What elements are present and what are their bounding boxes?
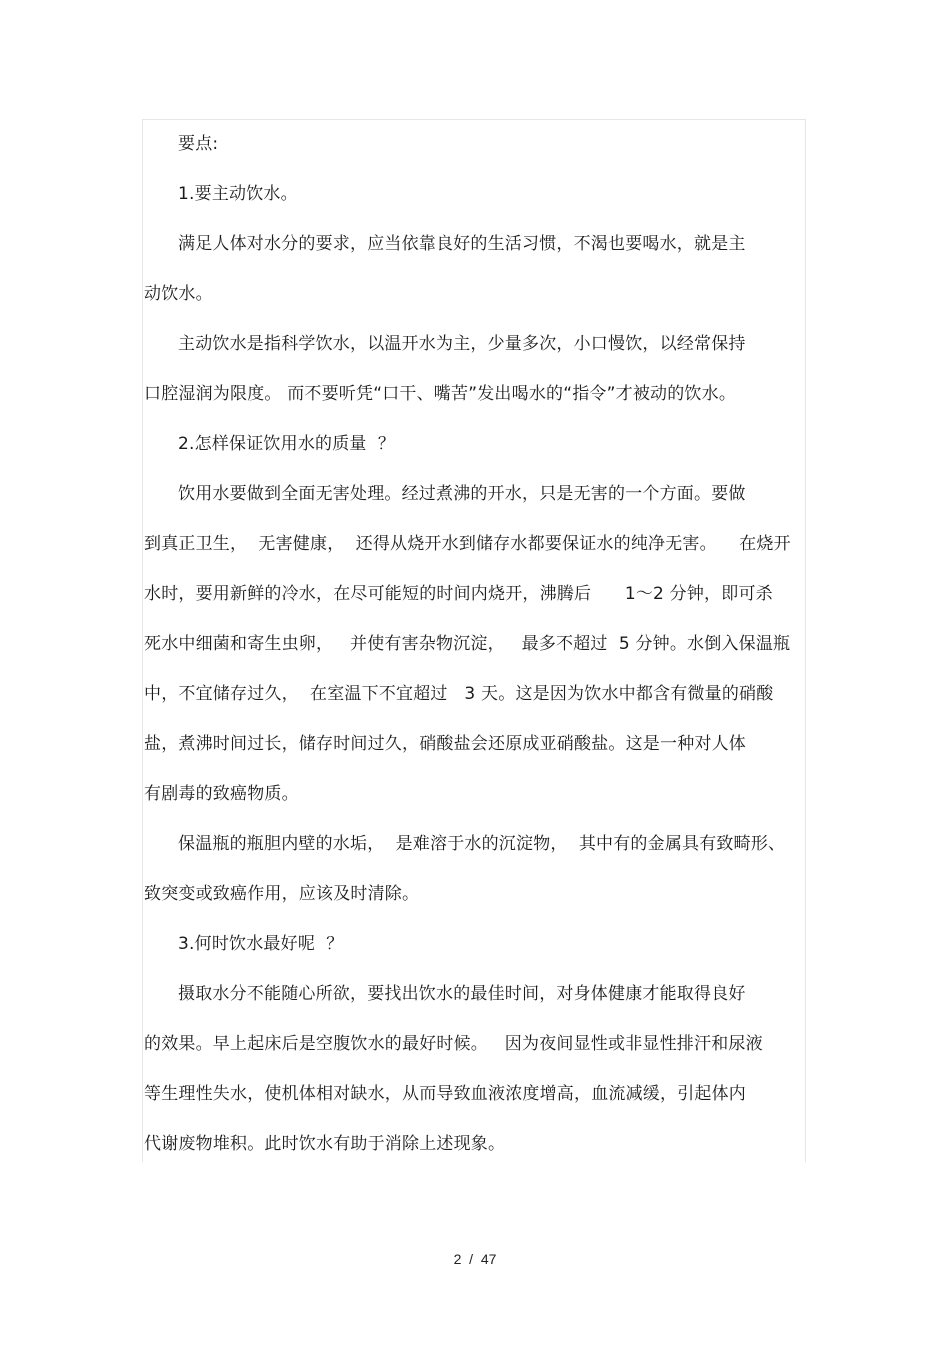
section-heading-key-points: 要点: bbox=[178, 134, 219, 154]
paragraph-line: 到真正卫生， 无害健康， 还得从烧开水到储存水都要保证水的纯净无害。 在烧开 bbox=[144, 534, 791, 554]
paragraph-line: 口腔湿润为限度。 而不要听凭“口干、嘴苦”发出喝水的“指令”才被动的饮水。 bbox=[144, 384, 737, 404]
paragraph-line: 水时，要用新鲜的冷水，在尽可能短的时间内烧开，沸腾后 1～2 分钟，即可杀 bbox=[144, 584, 773, 604]
paragraph-line: 的效果。早上起床后是空腹饮水的最好时候。 因为夜间显性或非显性排汗和尿液 bbox=[144, 1034, 763, 1054]
point-2-heading: 2.怎样保证饮用水的质量 ？ bbox=[178, 434, 396, 454]
point-3-heading: 3.何时饮水最好呢 ？ bbox=[178, 934, 344, 954]
paragraph-line: 死水中细菌和寄生虫卵， 并使有害杂物沉淀， 最多不超过 5 分钟。水倒入保温瓶 bbox=[144, 634, 791, 654]
paragraph-line: 满足人体对水分的要求，应当依靠良好的生活习惯，不渴也要喝水，就是主 bbox=[178, 234, 746, 254]
paragraph-line: 主动饮水是指科学饮水，以温开水为主，少量多次，小口慢饮，以经常保持 bbox=[178, 334, 746, 354]
point-1-heading: 1.要主动饮水。 bbox=[178, 184, 298, 204]
paragraph-line: 动饮水。 bbox=[144, 284, 213, 304]
paragraph-line: 中，不宜储存过久， 在室温下不宜超过 3 天。这是因为饮水中都含有微量的硝酸 bbox=[144, 684, 774, 704]
paragraph-line: 饮用水要做到全面无害处理。经过煮沸的开水，只是无害的一个方面。要做 bbox=[178, 484, 746, 504]
paragraph-line: 等生理性失水，使机体相对缺水，从而导致血液浓度增高，血流减缓，引起体内 bbox=[144, 1084, 746, 1104]
page-number: 2 / 47 bbox=[453, 1251, 497, 1267]
paragraph-line: 致突变或致癌作用，应该及时清除。 bbox=[144, 884, 420, 904]
paragraph-line: 摄取水分不能随心所欲，要找出饮水的最佳时间，对身体健康才能取得良好 bbox=[178, 984, 746, 1004]
paragraph-line: 代谢废物堆积。此时饮水有助于消除上述现象。 bbox=[144, 1134, 506, 1154]
paragraph-line: 有剧毒的致癌物质。 bbox=[144, 784, 299, 804]
paragraph-line: 保温瓶的瓶胆内壁的水垢， 是难溶于水的沉淀物， 其中有的金属具有致畸形、 bbox=[178, 834, 786, 854]
paragraph-line: 盐，煮沸时间过长，储存时间过久，硝酸盐会还原成亚硝酸盐。这是一种对人体 bbox=[144, 734, 746, 754]
